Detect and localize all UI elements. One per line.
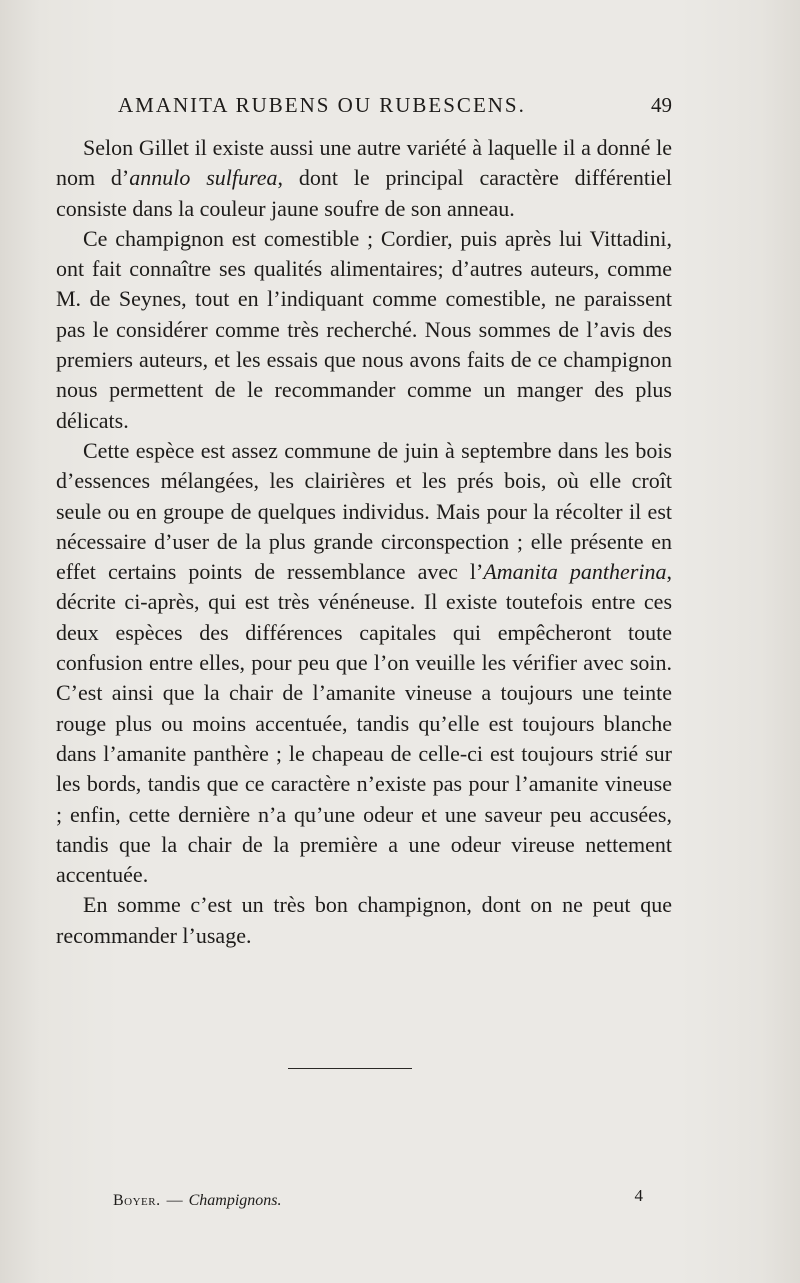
species-name-annulo-sulfurea: annulo sulfurea	[129, 165, 278, 191]
paragraph-4: En somme c’est un très bon champignon, dont on ne peut que recommander l’usage.	[56, 892, 672, 948]
running-title: AMANITA RUBENS OU RUBESCENS.	[118, 93, 526, 117]
footer	[113, 1186, 643, 1210]
paragraph-1	[56, 133, 672, 224]
page-number: 49	[651, 93, 672, 117]
footer-separator: —	[166, 1192, 183, 1209]
paragraph-2: Ce champignon est comestible ; Cordier, puis après lui Vittadini, ont fait connaître ses qualités alimentaires; d’autres auteurs, comme M. de Seynes, tout en l’indiquant comme comestible, ne paraissent pas le considérer comme très recherché. Nous sommes de l’avis des premiers auteurs, et les essais que nous avons faits de ce champignon nous permettent de le recommander comme un manger des plus délicats.	[56, 225, 672, 433]
end-rule	[288, 1068, 412, 1069]
body-text	[56, 133, 672, 951]
paragraph-1-text-a: Selon Gillet il existe aussi une autre variété à laquelle il a donné le nom d’	[56, 135, 672, 191]
paragraph-1-text-c: , dont le principal caractère différentiel consiste dans la couleur jaune soufre de son anneau.	[56, 165, 672, 221]
footer-work-title: Champignons.	[188, 1192, 282, 1209]
paragraph-3	[56, 436, 672, 890]
footer-author: Boyer.	[113, 1192, 161, 1209]
paragraph-3-text-c: , décrite ci-après, qui est très vénéneuse. Il existe toutefois entre ces deux espèces des différences capitales qui empêcheront toute confusion entre elles, pour peu que l’on veuille les vérifier avec soin. C’est ainsi que la chair de l’amanite vineuse a toujours une teinte rouge plus ou moins accentuée, tandis qu’elle est toujours blanche dans l’amanite panthère ; le chapeau de celle-ci est toujours strié sur les bords, tandis que ce caractère n’existe pas pour l’amanite vineuse ; enfin, cette dernière n’a qu’une odeur et une saveur peu accusées, tandis que la chair de la première a une odeur vireuse nettement accentuée.	[56, 559, 672, 888]
paragraph-3-text-a: Cette espèce est assez commune de juin à septembre dans les bois d’essences mélangées, les clairières et les prés bois, où elle croît seule ou en groupe de quelques individus. Mais pour la récolter il est nécessaire d’user de la plus grande circonspection ; elle présente en effet certains points de ressemblance avec l’	[56, 437, 672, 585]
species-name-amanita-pantherina: Amanita pantherina	[483, 559, 667, 585]
signature-mark: 4	[634, 1186, 643, 1205]
